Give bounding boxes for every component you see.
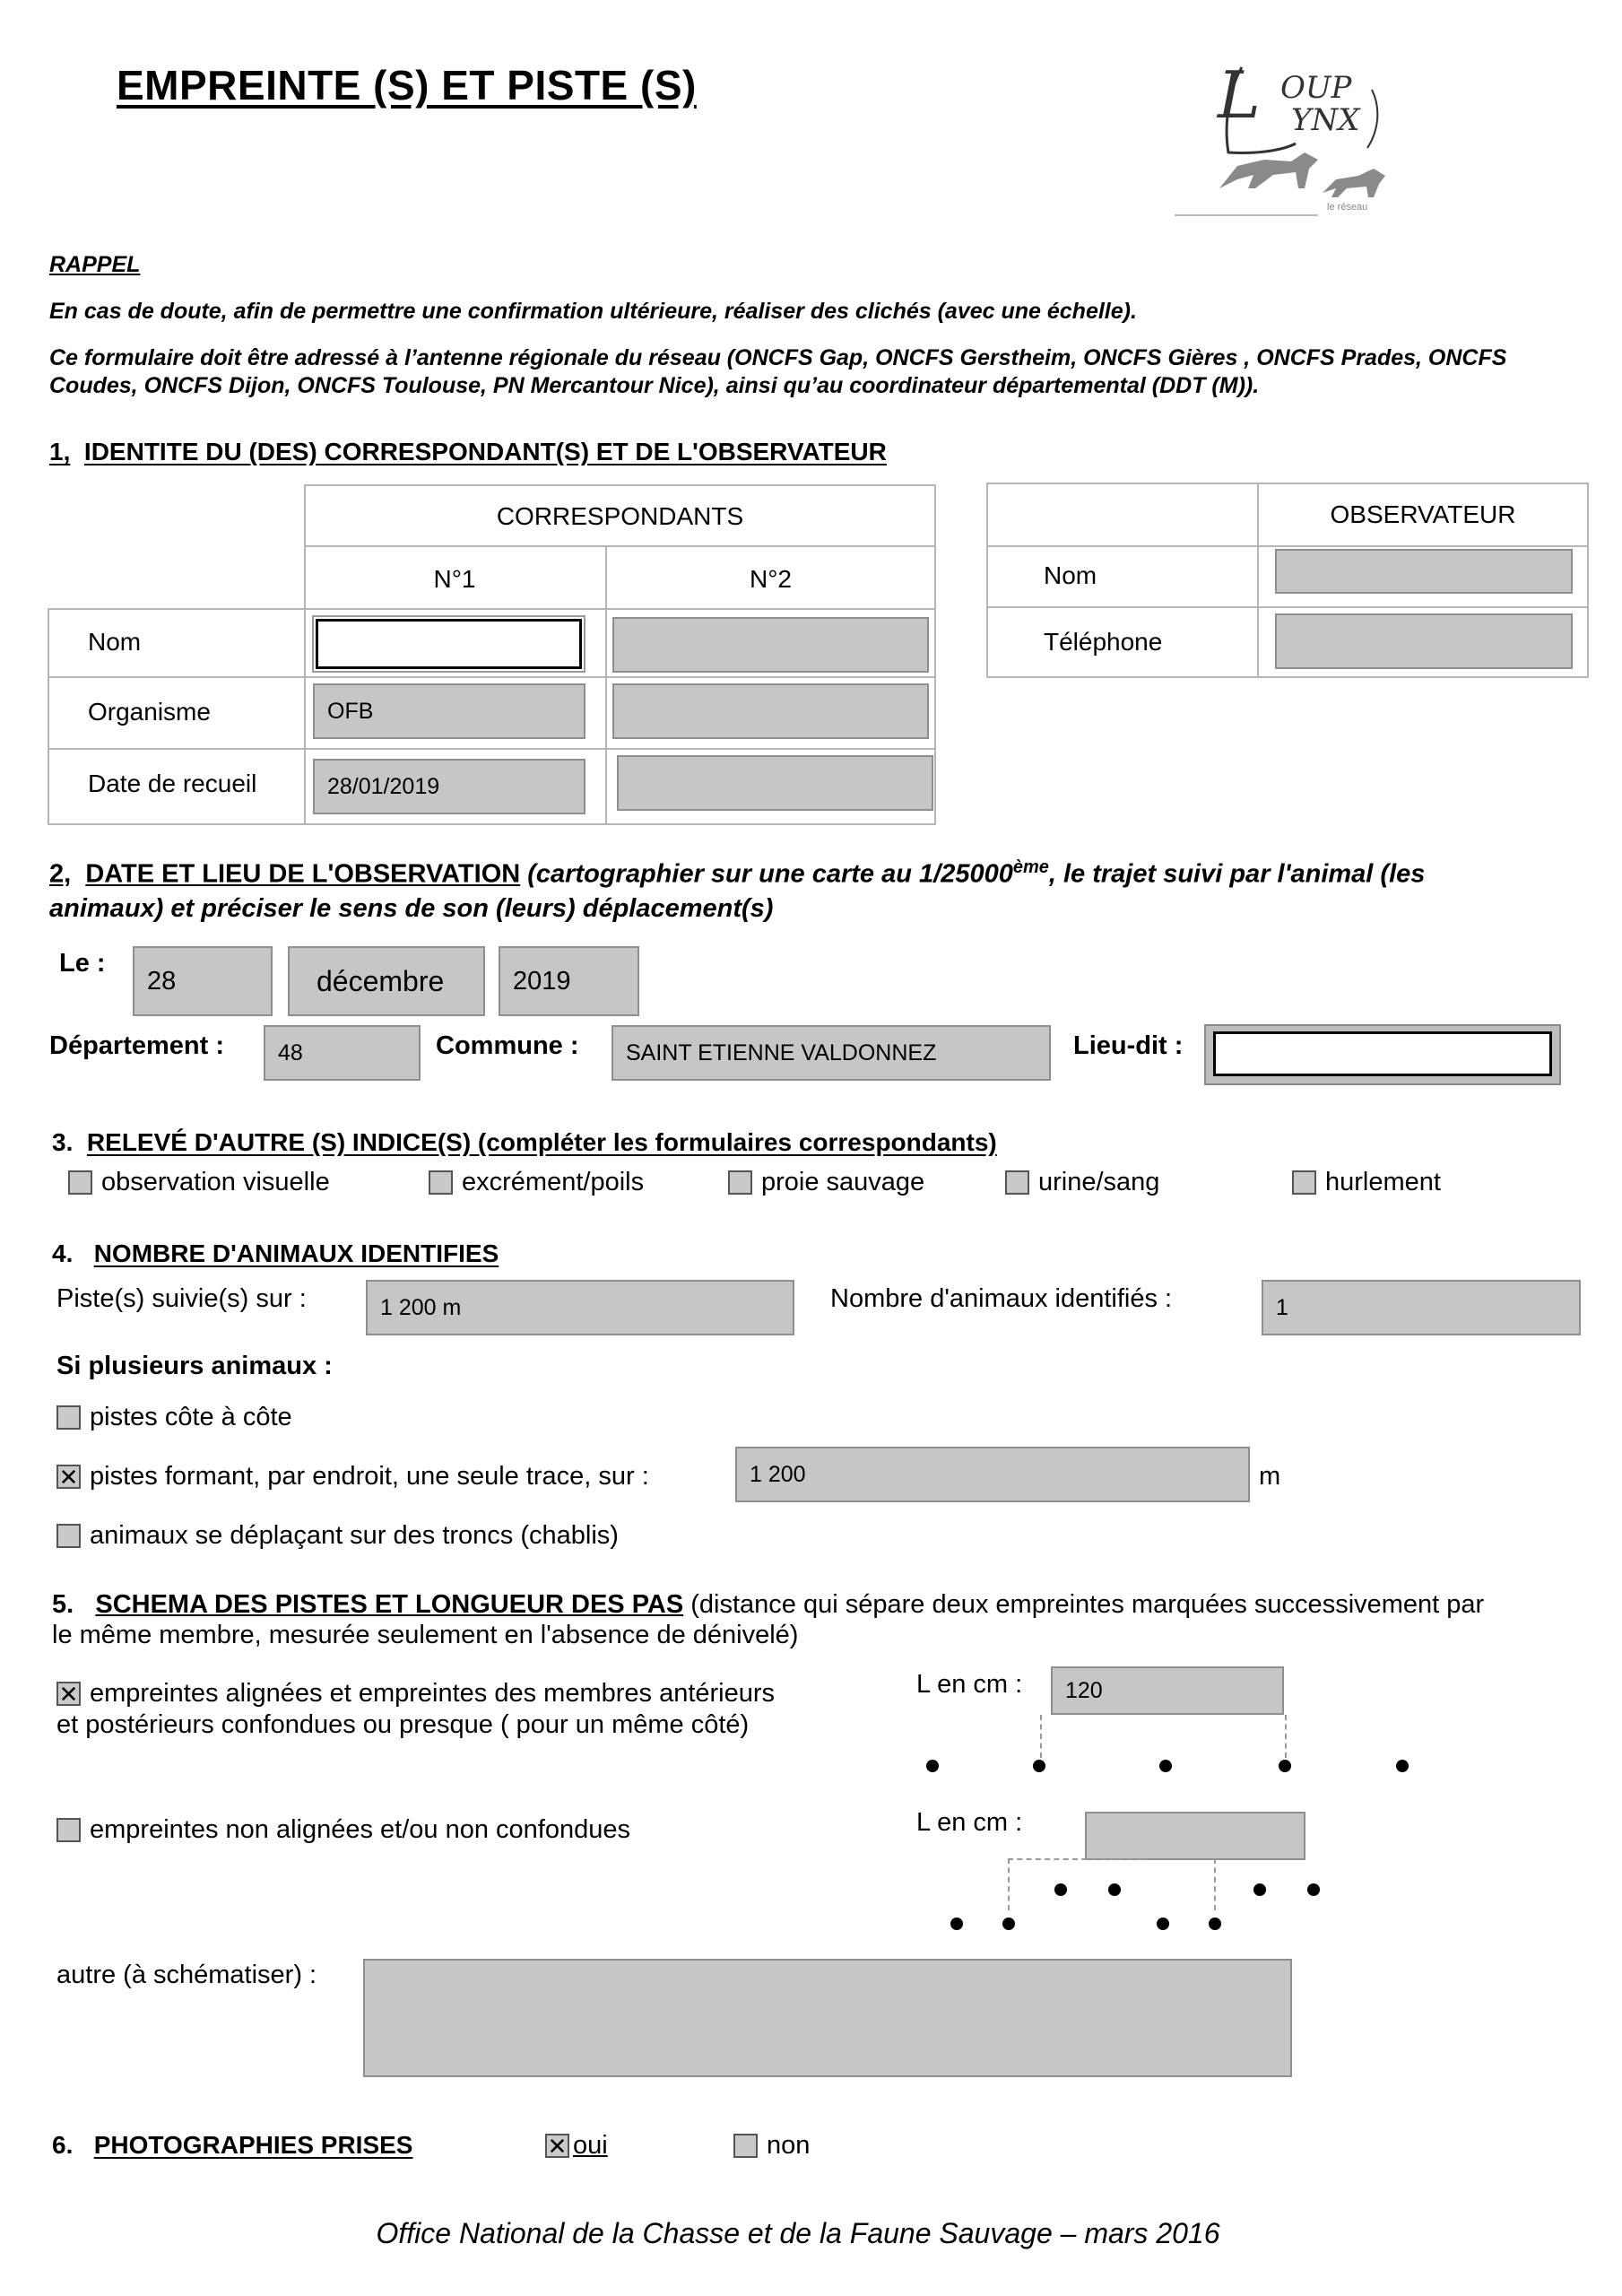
nombre-animaux-label: Nombre d'animaux identifiés : <box>830 1284 1173 1313</box>
lieudit-input[interactable] <box>1213 1031 1552 1076</box>
print-dot <box>1033 1760 1045 1772</box>
c1-date-input[interactable]: 28/01/2019 <box>313 759 585 814</box>
departement-label: Département : <box>49 1031 224 1060</box>
indice-excrement-poils[interactable]: excrément/poils <box>429 1168 644 1197</box>
print-dot <box>1159 1760 1172 1772</box>
year-input[interactable]: 2019 <box>499 946 639 1016</box>
section4-title: NOMBRE D'ANIMAUX IDENTIFIES <box>93 1239 499 1267</box>
rappel-line-1: En cas de doute, afin de permettre une confirmation ultérieure, réaliser des clichés (avec une échelle). <box>49 299 1137 324</box>
day-input[interactable]: 28 <box>133 946 273 1016</box>
row-label-date: Date de recueil <box>88 770 257 797</box>
print-dot <box>1002 1918 1015 1930</box>
checkbox[interactable] <box>429 1170 453 1195</box>
section1-heading: 1, IDENTITE DU (DES) CORRESPONDANT(S) ET DE L'OBSERVATEUR <box>49 438 887 465</box>
col-header-n2: N°2 <box>750 565 792 593</box>
departement-input[interactable]: 48 <box>264 1025 421 1081</box>
print-dot <box>1209 1918 1221 1930</box>
section6-title: PHOTOGRAPHIES PRISES <box>93 2131 413 2159</box>
logo-tag: le réseau <box>1327 202 1368 213</box>
indice-proie-sauvage[interactable]: proie sauvage <box>728 1168 924 1197</box>
autre-input[interactable] <box>363 1959 1292 2077</box>
logo-text-ynx: YNX <box>1291 102 1360 138</box>
checkbox-checked[interactable]: ✕ <box>56 1682 81 1706</box>
section5-note-a: (distance qui sépare deux empreintes marquées successivement par <box>690 1590 1485 1619</box>
option-empreintes-non-alignees[interactable]: empreintes non alignées et/ou non confondues <box>56 1815 630 1845</box>
page-title: EMPREINTE (S) ET PISTE (S) <box>117 62 697 109</box>
obs-nom-label: Nom <box>1044 561 1097 589</box>
c1-organisme-input[interactable]: OFB <box>313 683 585 739</box>
indice-hurlement[interactable]: hurlement <box>1292 1168 1441 1197</box>
photos-non[interactable]: non <box>733 2131 810 2161</box>
logo-graphic <box>1139 54 1408 224</box>
section2-note-b: , le trajet suivi par l'animal (les <box>1048 859 1426 889</box>
le-label: Le : <box>59 949 106 978</box>
c1-nom-input[interactable] <box>316 619 582 669</box>
l-en-cm-label-1: L en cm : <box>916 1670 1023 1699</box>
lieudit-label: Lieu-dit : <box>1073 1031 1184 1060</box>
section3-title: RELEVÉ D'AUTRE (S) INDICE(S) (compléter les formulaires correspondants) <box>86 1128 997 1156</box>
correspondants-table <box>48 484 944 825</box>
checkbox[interactable] <box>56 1524 81 1548</box>
si-plusieurs-label: Si plusieurs animaux : <box>56 1352 333 1380</box>
section5-title: SCHEMA DES PISTES ET LONGUEUR DES PAS <box>95 1590 684 1619</box>
une-seule-trace-unit: m <box>1259 1462 1281 1491</box>
print-dot <box>1054 1883 1067 1896</box>
print-dot <box>1108 1883 1121 1896</box>
section2-heading: 2, DATE ET LIEU DE L'OBSERVATION (cartographier sur une carte au 1/25000ème, le trajet suivi par l'animal (les animaux) et préciser le sens de son (leurs) déplacement(s) <box>49 857 1426 923</box>
observateur-table <box>986 483 1589 680</box>
loup-lynx-logo <box>1139 54 1408 224</box>
section6-heading: 6. PHOTOGRAPHIES PRISES <box>52 2131 413 2159</box>
section3-heading: 3. RELEVÉ D'AUTRE (S) INDICE(S) (compléter les formulaires correspondants) <box>52 1128 997 1156</box>
c2-nom-input[interactable] <box>612 617 929 673</box>
rappel-heading: RAPPEL <box>49 252 141 277</box>
photos-oui[interactable]: ✕ oui <box>545 2131 608 2161</box>
l-en-cm-input-1[interactable]: 120 <box>1051 1666 1284 1715</box>
row-label-organisme: Organisme <box>88 698 211 726</box>
section2-title: DATE ET LIEU DE L'OBSERVATION <box>85 859 521 889</box>
indice-urine-sang[interactable]: urine/sang <box>1005 1168 1159 1197</box>
section5-note-b: le même membre, mesurée seulement en l'absence de dénivelé) <box>52 1621 799 1649</box>
c2-organisme-input[interactable] <box>612 683 929 739</box>
checkbox-checked[interactable]: ✕ <box>56 1465 81 1489</box>
checkbox[interactable] <box>728 1170 752 1195</box>
logo-text-oup: OUP <box>1280 70 1352 106</box>
checkbox-checked[interactable]: ✕ <box>545 2134 569 2158</box>
option-troncs-chablis[interactable]: animaux se déplaçant sur des troncs (chablis) <box>56 1521 619 1551</box>
row-label-nom: Nom <box>88 628 142 656</box>
print-dot <box>1307 1883 1320 1896</box>
print-dot <box>1253 1883 1266 1896</box>
checkbox[interactable] <box>56 1818 81 1842</box>
piste-input[interactable]: 1 200 m <box>366 1280 794 1335</box>
section5-heading: 5. SCHEMA DES PISTES ET LONGUEUR DES PAS (distance qui sépare deux empreintes marquées successivement par le même membre, mesurée seulement en l'absence de dénivelé) <box>52 1590 1485 1649</box>
schema-non-alignees <box>950 1858 1336 1948</box>
footer: Office National de la Chasse et de la Faune Sauvage – mars 2016 <box>376 2217 1220 2249</box>
obs-tel-label: Téléphone <box>1044 628 1163 656</box>
section1-title: IDENTITE DU (DES) CORRESPONDANT(S) ET DE L'OBSERVATEUR <box>83 438 887 465</box>
option-empreintes-alignees[interactable]: ✕ empreintes alignées et empreintes des membres antérieurs et postérieurs confondues ou presque ( pour un même côté) <box>56 1679 776 1739</box>
autre-label: autre (à schématiser) : <box>56 1961 317 1989</box>
logo-letter-l: L <box>1218 57 1261 133</box>
commune-label: Commune : <box>436 1031 579 1060</box>
section2-note-c: animaux) et préciser le sens de son (leurs) déplacement(s) <box>49 893 774 923</box>
l-en-cm-label-2: L en cm : <box>916 1808 1023 1837</box>
une-seule-trace-input[interactable]: 1 200 <box>735 1447 1250 1502</box>
month-input[interactable]: décembre <box>288 946 485 1016</box>
checkbox[interactable] <box>68 1170 92 1195</box>
obs-nom-input[interactable] <box>1275 549 1573 594</box>
print-dot <box>926 1760 939 1772</box>
section4-heading: 4. NOMBRE D'ANIMAUX IDENTIFIES <box>52 1239 499 1267</box>
commune-input[interactable]: SAINT ETIENNE VALDONNEZ <box>612 1025 1051 1081</box>
section2-note-a: (cartographier sur une carte au 1/25000 <box>527 859 1013 889</box>
print-dot <box>1396 1760 1409 1772</box>
rappel-line-2: Ce formulaire doit être adressé à l’antenne régionale du réseau (ONCFS Gap, ONCFS Gerstheim, ONCFS Gières , ONCFS Prades, ONCFS Coudes, ONCFS Dijon, ONCFS Toulouse, PN Mercantour Nice), ainsi qu’au coordinateur départemental (DDT (M)). <box>49 345 1507 398</box>
schema-alignees <box>924 1715 1426 1787</box>
option-pistes-cote-a-cote[interactable]: pistes côte à côte <box>56 1403 292 1432</box>
checkbox[interactable] <box>1292 1170 1316 1195</box>
print-dot <box>1279 1760 1291 1772</box>
piste-label: Piste(s) suivie(s) sur : <box>56 1284 307 1313</box>
col-header-n1: N°1 <box>433 565 476 593</box>
obs-tel-input[interactable] <box>1275 613 1573 669</box>
nombre-animaux-input[interactable]: 1 <box>1262 1280 1581 1335</box>
checkbox[interactable] <box>56 1405 81 1430</box>
indice-observation-visuelle[interactable]: observation visuelle <box>68 1168 330 1197</box>
option-pistes-une-seule-trace[interactable]: ✕ pistes formant, par endroit, une seule trace, sur : <box>56 1462 649 1492</box>
print-dot <box>950 1918 963 1930</box>
checkbox[interactable] <box>733 2134 758 2158</box>
checkbox[interactable] <box>1005 1170 1029 1195</box>
print-dot <box>1157 1918 1169 1930</box>
correspondants-header: CORRESPONDANTS <box>496 502 744 530</box>
observateur-header: OBSERVATEUR <box>1330 500 1516 528</box>
c2-date-input[interactable] <box>617 755 933 811</box>
l-en-cm-input-2[interactable] <box>1085 1812 1305 1860</box>
